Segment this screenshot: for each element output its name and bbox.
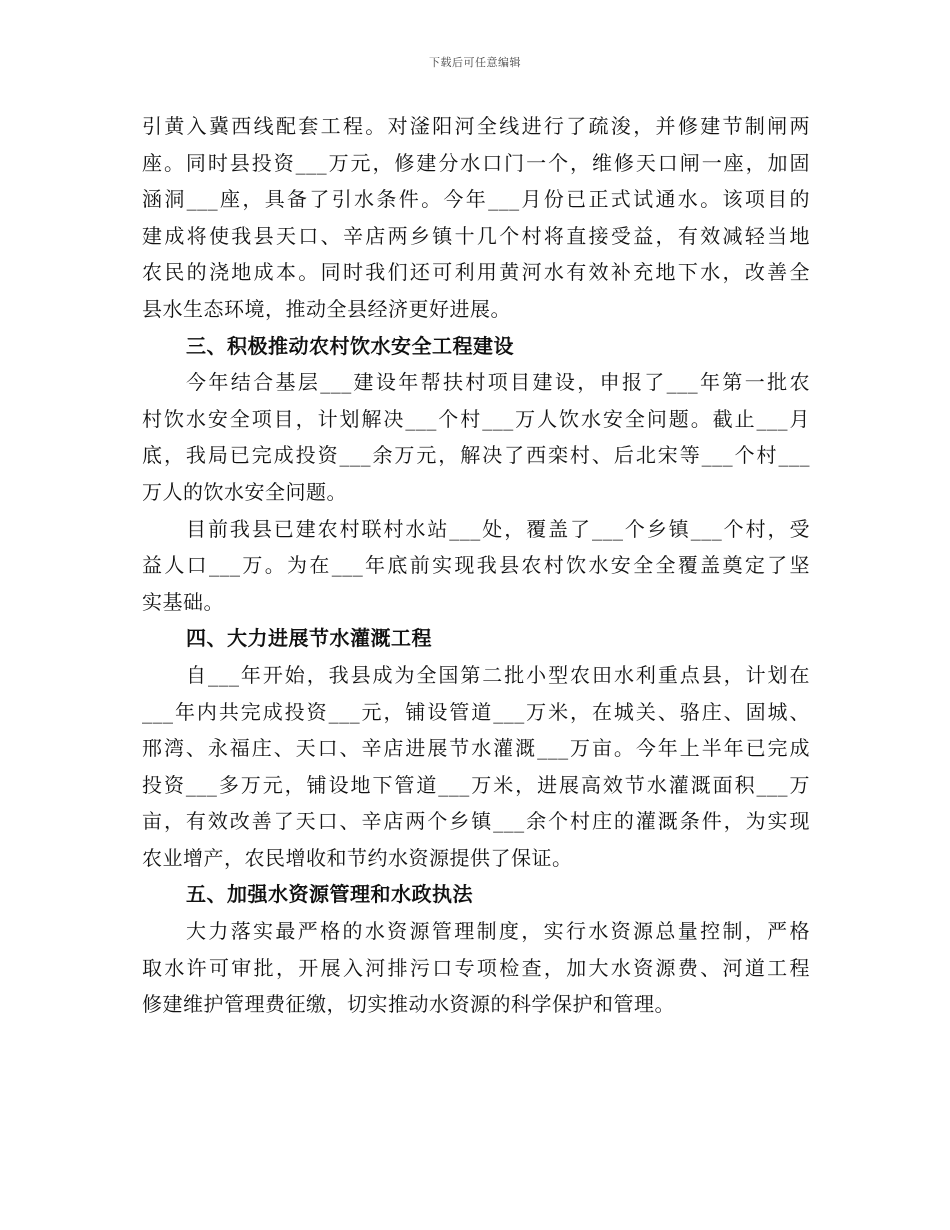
paragraph-line: 农业增产，农民增收和节约水资源提供了保证。 — [142, 845, 573, 870]
paragraph-line: 益人口___万。为在___年底前实现我县农村饮水安全全覆盖奠定了坚 — [142, 553, 810, 578]
paragraph-line: 底，我局已完成投资___余万元，解决了西栾村、后北宋等___个村___ — [142, 443, 810, 468]
paragraph-line: 投资___多万元，铺设地下管道___万米，进展高效节水灌溉面积___万 — [142, 772, 810, 797]
document-body — [142, 108, 810, 1023]
paragraph-line: 县水生态环境，推动全县经济更好进展。 — [142, 296, 511, 321]
section-heading: 三、积极推动农村饮水安全工程建设 — [186, 333, 514, 358]
section-heading: 四、大力进展节水灌溉工程 — [186, 626, 432, 651]
paragraph-line: 邢湾、永福庄、天口、辛店进展节水灌溉___万亩。今年上半年已完成 — [142, 736, 810, 761]
paragraph-line: 实基础。 — [142, 589, 224, 614]
paragraph-line: 大力落实最严格的水资源管理制度，实行水资源总量控制，严格 — [186, 919, 810, 944]
paragraph-line: 今年结合基层___建设年帮扶村项目建设，申报了___年第一批农 — [186, 370, 810, 395]
page-header: 下载后可任意编辑 — [429, 56, 521, 69]
paragraph-line: ___年内共完成投资___元，铺设管道___万米，在城关、骆庄、固城、 — [142, 699, 810, 724]
paragraph-line: 引黄入冀西线配套工程。对滏阳河全线进行了疏浚，并修建节制闸两 — [142, 114, 810, 138]
paragraph-line: 万人的饮水安全问题。 — [142, 479, 347, 504]
paragraph-line: 涵洞___座，具备了引水条件。今年___月份已正式试通水。该项目的 — [142, 187, 810, 212]
paragraph-line: 自___年开始，我县成为全国第二批小型农田水利重点县，计划在 — [186, 662, 810, 687]
paragraph-line: 目前我县已建农村联村水站___处，覆盖了___个乡镇___个村，受 — [186, 516, 810, 541]
paragraph-line: 亩，有效改善了天口、辛店两个乡镇___余个村庄的灌溉条件，为实现 — [142, 809, 810, 834]
paragraph-line: 座。同时县投资___万元，修建分水口门一个，维修天口闸一座，加固 — [142, 150, 810, 175]
paragraph-line: 修建维护管理费征缴，切实推动水资源的科学保护和管理。 — [142, 992, 675, 1017]
paragraph-line: 建成将使我县天口、辛店两乡镇十几个村将直接受益，有效减轻当地 — [142, 223, 810, 248]
paragraph-line: 农民的浇地成本。同时我们还可利用黄河水有效补充地下水，改善全 — [142, 260, 810, 285]
paragraph-line: 取水许可审批，开展入河排污口专项检查，加大水资源费、河道工程 — [142, 955, 810, 980]
section-heading: 五、加强水资源管理和水政执法 — [186, 882, 473, 907]
paragraph-line: 村饮水安全项目，计划解决___个村___万人饮水安全问题。截止___月 — [142, 406, 810, 431]
